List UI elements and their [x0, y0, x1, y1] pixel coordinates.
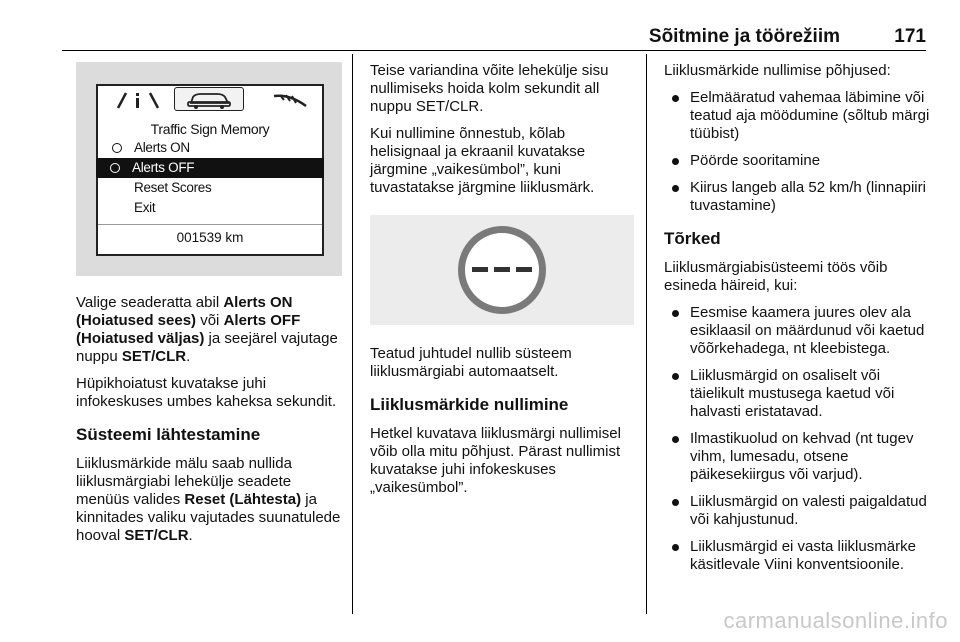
menu-item-alerts-off[interactable]: Alerts OFF [96, 158, 324, 178]
radio-icon [112, 143, 122, 153]
radio-icon [110, 163, 120, 173]
heading-system-reset: Süsteemi lähtestamine [76, 425, 261, 444]
menu-item-reset-scores[interactable]: Reset Scores [134, 180, 212, 195]
display-tab-bar [98, 86, 322, 114]
wiper-icon [270, 90, 310, 110]
column-middle [370, 62, 634, 506]
paragraph: Teise variandina võite lehekülje sisu nullimiseks hoida kolm sekundit all nuppu SET/CLR. [370, 62, 609, 115]
heading-faults: Tõrked [664, 229, 721, 248]
paragraph: Liiklusmärgiabisüsteemi töös võib esineda häireid, kui: [664, 259, 888, 294]
list-item: Liiklusmärgid on osaliselt või täielikult mustusega kaetud või halvasti eristatavad. [664, 367, 930, 421]
display-illustration [76, 62, 342, 276]
car-icon [175, 88, 243, 110]
list-item: Kiirus langeb alla 52 km/h (linnapiiri tuvastamine) [664, 179, 930, 215]
menu-item-alerts-on[interactable]: Alerts ON [98, 138, 322, 158]
paragraph: Liiklusmärkide nullimise põhjused: [664, 62, 891, 79]
section-title: Sõitmine ja töörežiim [648, 26, 840, 47]
menu-title: Traffic Sign Memory [150, 121, 270, 137]
list-item: Ilmastikuolud on kehvad (nt tugev vihm, lumesadu, otsene päikesekiirgus või varjud). [664, 430, 930, 484]
column-divider [646, 54, 647, 614]
header-rule [62, 50, 926, 51]
paragraph: Hetkel kuvatava liiklusmärgi nullimisel võib olla mitu põhjust. Pärast nullimist kuvatakse juhi infokeskuses „vaikesümbol”. [370, 425, 621, 496]
column-right [664, 62, 930, 583]
column-divider [352, 54, 353, 614]
list-item: Liiklusmärgid ei vasta liiklusmärke käsitlevale Viini konventsioonile. [664, 538, 930, 574]
info-display-screen [96, 84, 324, 256]
column-left [76, 62, 342, 554]
paragraph: Liiklusmärkide mälu saab nullida liiklusmärgiabi lehekülje seadete menüüs valides Reset (Lähtesta) ja kinnitades valiku vajutades suunatulede hooval SET/CLR. [76, 455, 341, 544]
reset-reasons-list [664, 89, 930, 215]
list-item: Eesmise kaamera juures olev ala esiklaasil on määrdunud või kaetud võõrkehadega, nt kleebistega. [664, 304, 930, 358]
paragraph: Kui nullimine õnnestub, kõlab helisignaal ja ekraanil kuvatakse järgmine „vaikesümbol”, kuni tuvastatakse järgmine liiklusmärk. [370, 125, 595, 196]
list-item: Pöörde sooritamine [664, 152, 930, 170]
default-sign-icon [454, 222, 550, 318]
heading-sign-reset: Liiklusmärkide nullimine [370, 395, 569, 414]
road-sign-info-icon [116, 90, 160, 110]
list-item: Liiklusmärgid on valesti paigaldatud või kahjustunud. [664, 493, 930, 529]
watermark: carmanualsonline.info [723, 608, 948, 633]
car-tab [174, 87, 244, 111]
faults-list [664, 304, 930, 574]
paragraph: Valige seaderatta abil Alerts ON (Hoiatused sees) või Alerts OFF (Hoiatused väljas) ja seejärel vajutage nuppu SET/CLR. [76, 294, 338, 365]
list-item: Eelmääratud vahemaa läbimine või teatud aja möödumine (sõltub märgi tüübist) [664, 89, 930, 143]
odometer-readout: 001539 km [98, 224, 322, 247]
menu-item-exit[interactable]: Exit [134, 200, 156, 215]
paragraph: Teatud juhtudel nullib süsteem liiklusmärgiabi automaatselt. [370, 345, 572, 380]
default-symbol-illustration [370, 215, 634, 325]
paragraph: Hüpikhoiatust kuvatakse juhi infokeskuses umbes kaheksa sekundit. [76, 375, 337, 410]
page-number: 171 [894, 26, 926, 47]
